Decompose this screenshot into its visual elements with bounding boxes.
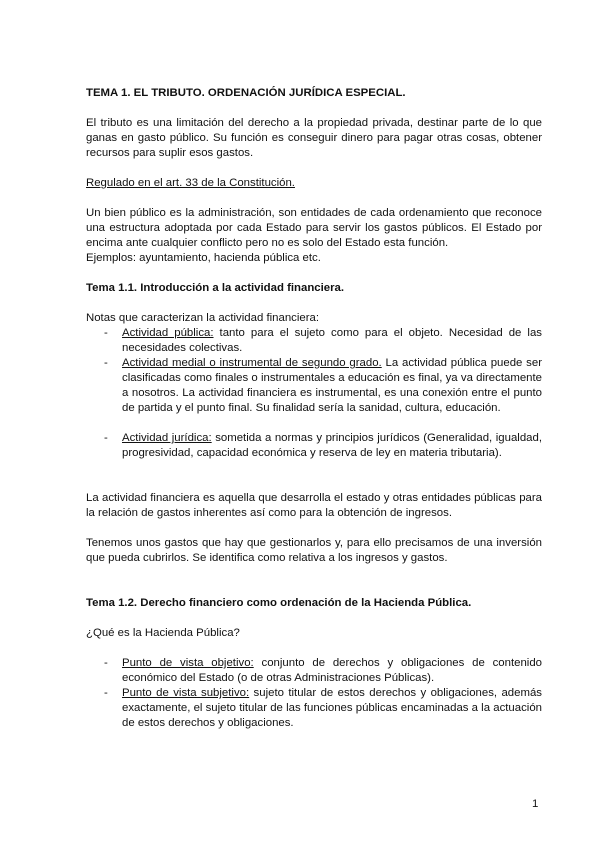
expenses-paragraph: Tenemos unos gastos que hay que gestionarlos y, para ello precisamos de una inversión que pueda cubrirlos. Se identifica como relativa a los ingresos y gastos. [86, 537, 542, 564]
list-item-text: sometida a normas y principios jurídicos (Generalidad, igualdad, progresividad, capacidad económica y reserva de ley en materia tributaria). [122, 432, 542, 459]
document-title: TEMA 1. EL TRIBUTO. ORDENACIÓN JURÍDICA ESPECIAL. [86, 87, 406, 99]
list-item [86, 686, 542, 731]
page-number: 1 [532, 798, 539, 810]
list-item [86, 431, 542, 461]
list-bullet: - [104, 687, 108, 699]
list-item-label: Actividad pública: [122, 327, 214, 339]
list-item-label: Actividad jurídica: [122, 432, 212, 444]
intro-paragraph-2: Un bien público es la administración, son entidades de cada ordenamiento que reconoce una estructura adoptada por cada Estado para servir los gastos públicos. El Estado por encima ante cualquier conflicto pero no es solo del Estado esta función. [86, 207, 542, 249]
hacienda-question: ¿Qué es la Hacienda Pública? [86, 627, 240, 639]
list-item [86, 326, 542, 356]
list-bullet: - [104, 657, 108, 669]
notes-intro: Notas que caracterizan la actividad financiera: [86, 312, 320, 324]
section-1-2-heading: Tema 1.2. Derecho financiero como ordenación de la Hacienda Pública. [86, 597, 472, 609]
regulated-note: Regulado en el art. 33 de la Constitución. [86, 177, 295, 189]
list-bullet: - [104, 357, 108, 369]
list-item-text: sujeto titular de estos derechos y obligaciones, además exactamente, el sujeto titular de las funciones públicas encaminadas a la actuación de estos derechos y obligaciones. [122, 687, 542, 729]
list-bullet: - [104, 327, 108, 339]
list-bullet: - [104, 432, 108, 444]
list-item [86, 356, 542, 416]
examples-line: Ejemplos: ayuntamiento, hacienda pública etc. [86, 252, 321, 264]
list-item-text: conjunto de derechos y obligaciones de contenido económico del Estado (o de otras Administraciones Públicas). [122, 657, 543, 684]
list-item-text: tanto para el sujeto como para el objeto. Necesidad de las necesidades colectivas. [122, 327, 542, 354]
intro-paragraph-1: El tributo es una limitación del derecho a la propiedad privada, destinar parte de lo que ganas en gasto público. Su función es conseguir dinero para pagar otras cosas, obtener recursos para suplir esos gastos. [86, 117, 542, 159]
list-item-label: Punto de vista objetivo: [122, 657, 254, 669]
list-item-text: La actividad pública puede ser clasificadas como finales o instrumentales a educación es final, ya va directamente a nosotros. La actividad financiera es instrumental, es una conexión entre el punto de partida y el punto final. Su finalidad sería la sanidad, cultura, educación. [122, 357, 543, 414]
document-page [86, 86, 542, 731]
financial-activity-list [86, 326, 542, 461]
section-1-1-heading: Tema 1.1. Introducción a la actividad financiera. [86, 282, 345, 294]
financial-activity-definition: La actividad financiera es aquella que desarrolla el estado y otras entidades públicas para la relación de gastos inherentes así como para la obtención de ingresos. [86, 492, 542, 519]
hacienda-viewpoints-list [86, 656, 542, 731]
list-item-label: Punto de vista subjetivo: [122, 687, 250, 699]
list-item-label: Actividad medial o instrumental de segundo grado. [122, 357, 382, 369]
list-item [86, 656, 542, 686]
